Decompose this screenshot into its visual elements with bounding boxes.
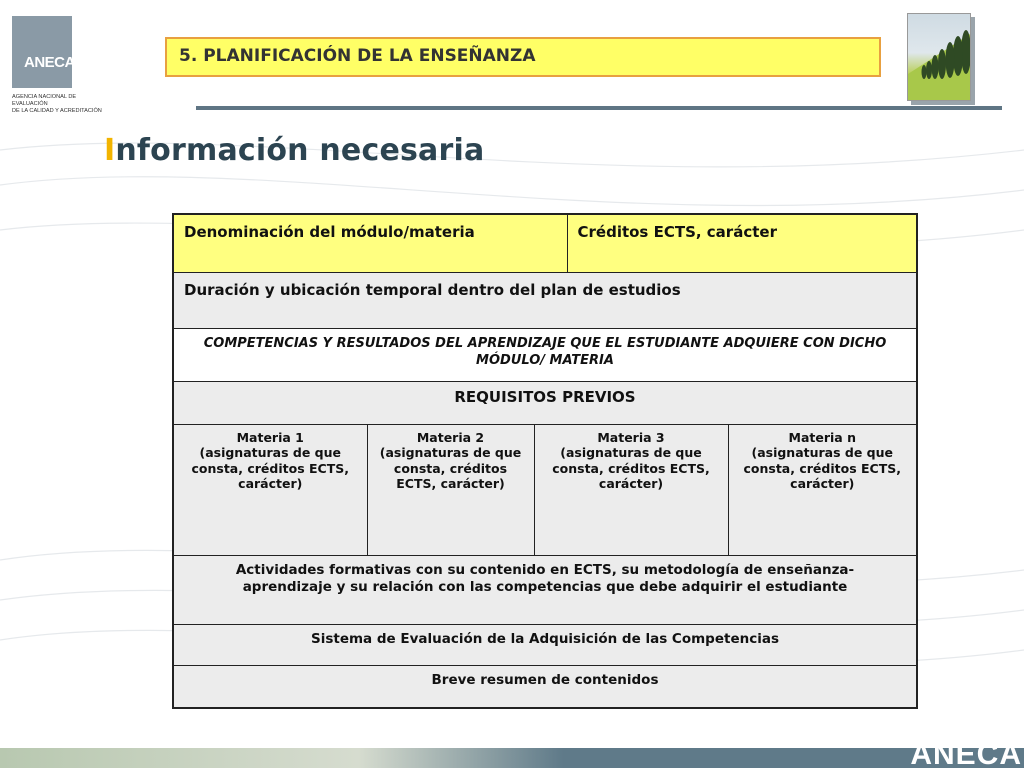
materia-name: Materia n: [788, 429, 856, 445]
table-row: [173, 381, 917, 424]
footer-logo: ANECA: [910, 738, 1022, 771]
table-row: [173, 214, 917, 272]
materia-detail: (asignaturas de que: [199, 445, 342, 460]
materia-detail: ECTS, carácter): [396, 476, 505, 491]
materia-detail: carácter): [598, 476, 664, 491]
section-banner: [165, 37, 881, 77]
ects-credits-cell: Créditos ECTS, carácter: [567, 214, 917, 272]
actividades-line: aprendizaje y su relación con las competencias que debe adquirir el estudiante: [242, 578, 848, 595]
footer-band: [0, 738, 1024, 771]
materia-detail: consta, créditos ECTS,: [191, 460, 349, 476]
materia-detail: consta, créditos ECTS,: [552, 460, 710, 476]
page-title-initial: I: [104, 133, 116, 168]
materia-detail: (asignaturas de que: [379, 445, 522, 460]
module-name-cell: Denominación del módulo/materia: [173, 214, 567, 272]
materia-n-cell: [728, 424, 917, 555]
table-row: [173, 272, 917, 328]
page-title-rest: nformación necesaria: [115, 133, 485, 168]
section-banner-text: 5. PLANIFICACIÓN DE LA ENSEÑANZA: [179, 46, 536, 66]
materia-3-cell: [534, 424, 728, 555]
table-row: [173, 555, 917, 624]
resumen-cell: Breve resumen de contenidos: [173, 665, 917, 708]
materia-2-cell: [367, 424, 534, 555]
tree-row-image: [908, 14, 970, 100]
table-row: [173, 328, 917, 381]
materia-detail: carácter): [238, 476, 303, 491]
logo-subtitle-line2: DE LA CALIDAD Y ACREDITACIÓN: [12, 108, 102, 114]
actividades-line: Actividades formativas con su contenido en ECTS, su metodología de enseñanza-: [235, 561, 855, 578]
materia-1-cell: [173, 424, 367, 555]
table-row: [173, 665, 917, 708]
table-row: [173, 424, 917, 555]
logo-wordmark: ANECA: [24, 54, 75, 71]
materia-detail: consta, créditos: [393, 460, 508, 476]
logo-subtitle: [12, 94, 112, 115]
header-rule: [196, 106, 1002, 110]
aneca-logo: [12, 16, 107, 114]
competencias-cell: COMPETENCIAS Y RESULTADOS DEL APRENDIZAJE QUE EL ESTUDIANTE ADQUIERE CON DICHO MÓDULO/ MATERIA: [173, 328, 917, 381]
materia-name: Materia 1: [236, 429, 304, 445]
actividades-cell: [173, 555, 917, 624]
requisitos-cell: REQUISITOS PREVIOS: [173, 381, 917, 424]
materia-detail: (asignaturas de que: [560, 445, 702, 460]
materia-detail: carácter): [790, 476, 855, 491]
materia-detail: (asignaturas de que: [751, 445, 894, 460]
materia-name: Materia 2: [416, 429, 485, 445]
header-photo: [907, 13, 971, 101]
duration-cell: Duración y ubicación temporal dentro del plan de estudios: [173, 272, 917, 328]
logo-subtitle-line1: AGENCIA NACIONAL DE EVALUACIÓN: [12, 94, 77, 107]
table-row: [173, 624, 917, 665]
materia-detail: consta, créditos ECTS,: [743, 460, 901, 476]
page-title: [104, 133, 484, 168]
evaluacion-cell: Sistema de Evaluación de la Adquisición de las Competencias: [173, 624, 917, 665]
materia-name: Materia 3: [597, 429, 665, 445]
logo-mark: [12, 16, 72, 88]
info-table: [172, 213, 918, 709]
